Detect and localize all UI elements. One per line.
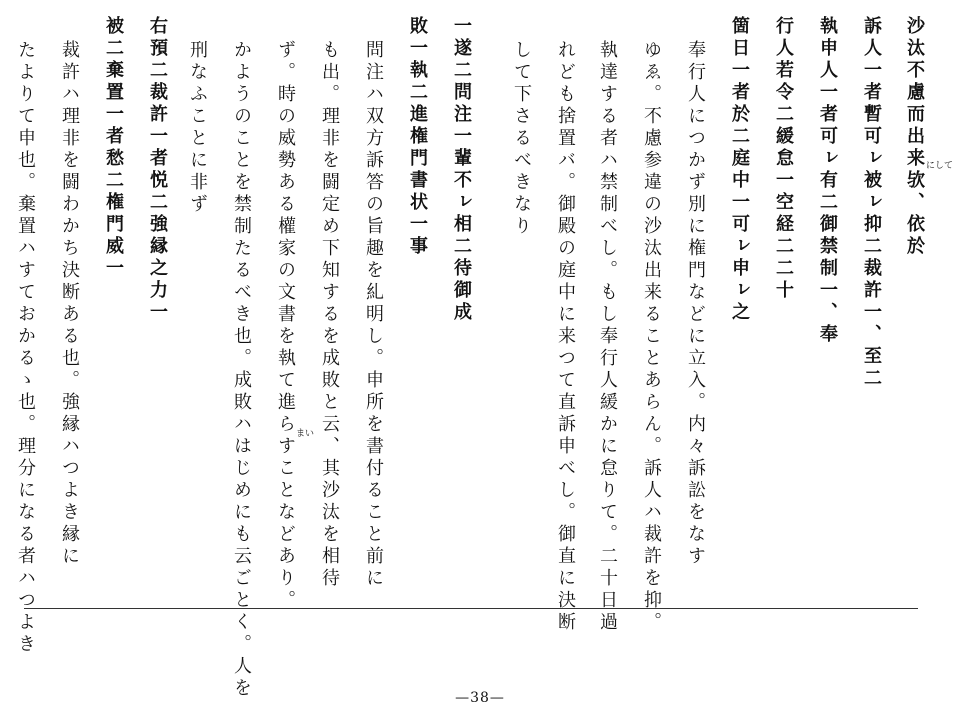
text-column-14: も出。理非を闘定め下知するを成敗と云、其沙汰を相待 — [319, 40, 340, 590]
text-column-9: れども捨置バ。御殿の庭中に来つて直訴申べし。御直に決断 — [555, 40, 576, 634]
text-column-17: 刑なふことに非ず — [187, 40, 208, 216]
ruby-annotation-1: にして — [926, 161, 954, 171]
text-column-15: ず。時の威勢ある權家の文書を執て進らすことなどあり。 — [275, 40, 296, 612]
text-column-7: ゆゑ。不慮参違の沙汰出来ることあらん。訴人ハ裁許を抑。 — [641, 40, 662, 634]
text-column-8: 執達する者ハ禁制べし。もし奉行人緩かに怠りて。二十日過 — [597, 40, 618, 634]
text-column-18: 右預二裁許一者悦二強縁之力一 — [147, 16, 168, 324]
text-column-12: 敗一執二進権門書状一事 — [407, 16, 428, 258]
text-column-19: 被二棄置一者愁二権門威一 — [103, 16, 124, 280]
text-column-10: して下さるべきなり — [511, 40, 532, 238]
text-column-5: 箇日一者於二庭中一可ㇾ申ㇾ之 — [729, 16, 750, 324]
text-column-1: 沙汰不慮而出来欤、依於 — [904, 16, 925, 258]
text-column-13: 問注ハ双方訴答の旨趣を糺明し。申所を書付ること前に — [363, 40, 384, 590]
text-column-21: たよりて申也。棄置ハすておかるゝ也。理分になる者ハつよき — [15, 40, 36, 656]
text-column-16: かようのことを禁制たるべき也。成敗ハはじめにも云ごとく。人を — [231, 40, 252, 700]
text-column-11: 一遂二問注一輩不ㇾ相二待御成 — [451, 16, 472, 324]
text-column-2: 訴人一者暫可ㇾ被ㇾ抑二裁許一、至二 — [861, 16, 882, 390]
text-column-3: 執申人一者可ㇾ有二御禁制一、奉 — [817, 16, 838, 346]
ruby-annotation-2: まい — [296, 429, 315, 439]
page-number: —38— — [455, 690, 505, 706]
text-column-20: 裁許ハ理非を闘わかち決断ある也。強縁ハつよき縁に — [59, 40, 80, 568]
text-column-6: 奉行人につかず別に権門などに立入。内々訴訟をなす — [685, 40, 706, 568]
footer-rule — [24, 608, 918, 609]
text-column-4: 行人若令二緩怠一空経二二十 — [773, 16, 794, 302]
